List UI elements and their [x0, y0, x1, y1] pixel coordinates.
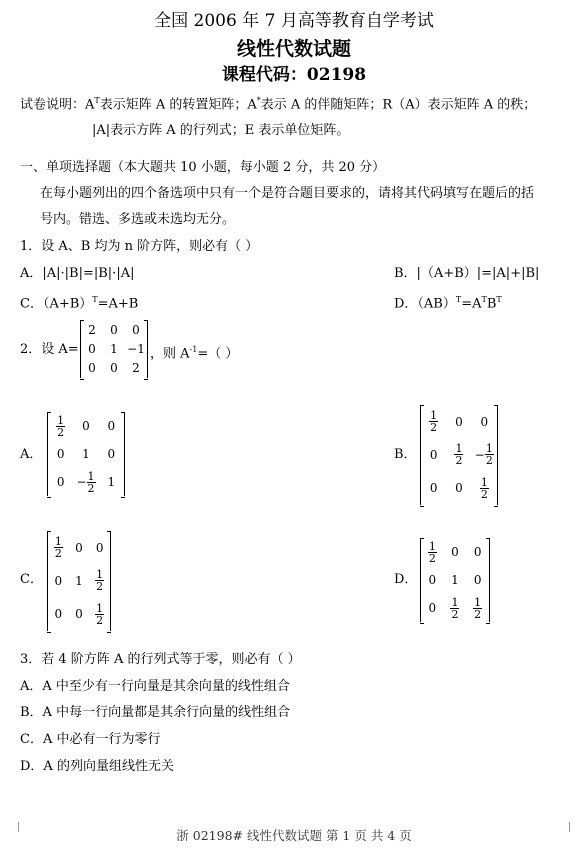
matrix-entry: 0 — [480, 414, 489, 429]
q2-option-b-matrix — [420, 405, 498, 505]
matrix-entry: −1 — [127, 341, 145, 356]
matrix-entry: 0 — [428, 601, 437, 615]
matrix-entry: 1 — [451, 573, 459, 587]
q3-option-c: C．A 中必有一行为零行 — [20, 732, 161, 747]
matrix-entry: 1 — [107, 475, 116, 489]
q3-option-b: B．A 中每一行向量都是其余行向量的线性组合 — [20, 705, 291, 720]
matrix-entry: 0 — [110, 322, 118, 337]
exam-title: 全国 2006 年 7 月高等教育自学考试 — [154, 11, 434, 31]
matrix-entry: $\frac{1}{2}$ — [480, 475, 488, 501]
matrix-entry: 0 — [428, 573, 437, 587]
q2-option-b-label: B． — [394, 447, 417, 462]
matrix-entry: 2 — [88, 322, 96, 337]
q1-option-b: B．|（A+B）|=|A|+|B| — [394, 266, 540, 281]
matrix-entry: 0 — [82, 419, 90, 433]
q3-option-a: A．A 中至少有一行向量是其余向量的线性组合 — [20, 679, 290, 694]
matrix-entry: 0 — [451, 545, 459, 559]
q1-option-c: C．$(A+B)^T=A+B$ — [20, 295, 139, 312]
page-footer: 浙 02198# 线性代数试题 第 1 页 共 4 页 — [176, 828, 412, 843]
section-instructions-1: 在每小题列出的四个备选项中只有一个是符合题目要求的，请将其代码填写在题后的括 — [40, 186, 535, 201]
q2-matrix — [80, 320, 148, 378]
matrix-entry: 2 — [132, 361, 140, 376]
matrix-entry: 0 — [107, 419, 116, 433]
matrix-entry: 0 — [75, 540, 83, 555]
matrix-entry: $\frac{1}{2}$ — [96, 601, 104, 627]
q2-option-a-label: A． — [20, 447, 43, 462]
q2-option-d-label: D． — [394, 572, 418, 587]
matrix-entry: 0 — [110, 361, 118, 376]
matrix-entry: 0 — [54, 573, 63, 588]
course-code: 课程代码：02198 — [221, 65, 367, 85]
matrix-entry: 0 — [95, 540, 104, 555]
notes-line-1: 试卷说明：$A^T$表示矩阵 A 的转置矩阵；A*表示 A 的伴随矩阵；R（A）表示矩阵 A 的秩； — [20, 96, 537, 113]
q2-option-c-matrix — [47, 531, 111, 631]
matrix-entry: $\frac{1}{2}$ — [96, 568, 104, 594]
matrix-entry: 0 — [132, 322, 140, 337]
matrix-entry: 0 — [429, 481, 438, 496]
matrix-entry: 0 — [56, 447, 65, 461]
section-instructions-2: 号内。错选、多选或未选均无分。 — [40, 212, 236, 227]
matrix-entry: 0 — [473, 573, 482, 587]
matrix-entry: $\frac{1}{2}$ — [474, 595, 482, 621]
matrix-entry: 0 — [473, 545, 482, 559]
matrix-entry: − $\frac{1}{2}$ — [474, 442, 493, 468]
q1-stem: 1．设 A、B 均为 n 阶方阵，则必有（ ） — [20, 239, 259, 254]
matrix-entry: 0 — [75, 607, 83, 622]
q1-option-a: A．|A|·|B|=|B|·|A| — [20, 266, 135, 281]
section-heading: 一、单项选择题（本大题共 10 小题，每小题 2 分，共 20 分） — [20, 160, 386, 175]
matrix-entry: $\frac{1}{2}$ — [455, 442, 463, 468]
matrix-entry: 0 — [455, 414, 463, 429]
matrix-entry: 0 — [88, 341, 96, 356]
q2-option-c-label: C． — [20, 572, 43, 587]
q3-stem: 3．若 4 阶方阵 A 的行列式等于零，则必有（ ） — [20, 652, 301, 667]
matrix-entry: 0 — [429, 447, 438, 462]
q2-stem-prefix: 2．设 A= — [20, 342, 79, 357]
matrix-entry: 0 — [54, 607, 63, 622]
matrix-entry: 1 — [82, 447, 90, 461]
matrix-entry: 1 — [75, 573, 83, 588]
q2-option-d-matrix — [420, 538, 490, 622]
q3-option-d: D．A 的列向量组线性无关 — [20, 759, 174, 774]
q1-option-d: D．$(AB)^T=A^TB^T$ — [394, 295, 502, 312]
subject-title: 线性代数试题 — [236, 38, 351, 60]
matrix-entry: 0 — [56, 475, 65, 489]
matrix-entry: $\frac{1}{2}$ — [430, 409, 438, 435]
matrix-entry: $\frac{1}{2}$ — [54, 535, 62, 561]
matrix-entry: − $\frac{1}{2}$ — [76, 469, 95, 495]
matrix-entry: 0 — [107, 447, 116, 461]
matrix-entry: $\frac{1}{2}$ — [451, 595, 459, 621]
notes-line-2: |A|表示方阵 A 的行列式；E 表示单位矩阵。 — [92, 123, 350, 138]
matrix-entry: 1 — [110, 341, 118, 356]
q2-stem-suffix: ，则 $A^{-1}=$（ ） — [150, 345, 239, 362]
matrix-entry: $\frac{1}{2}$ — [428, 539, 436, 565]
matrix-entry: $\frac{1}{2}$ — [57, 413, 65, 439]
q2-option-a-matrix — [47, 412, 125, 496]
matrix-entry: 0 — [88, 361, 96, 376]
matrix-entry: 0 — [455, 481, 463, 496]
